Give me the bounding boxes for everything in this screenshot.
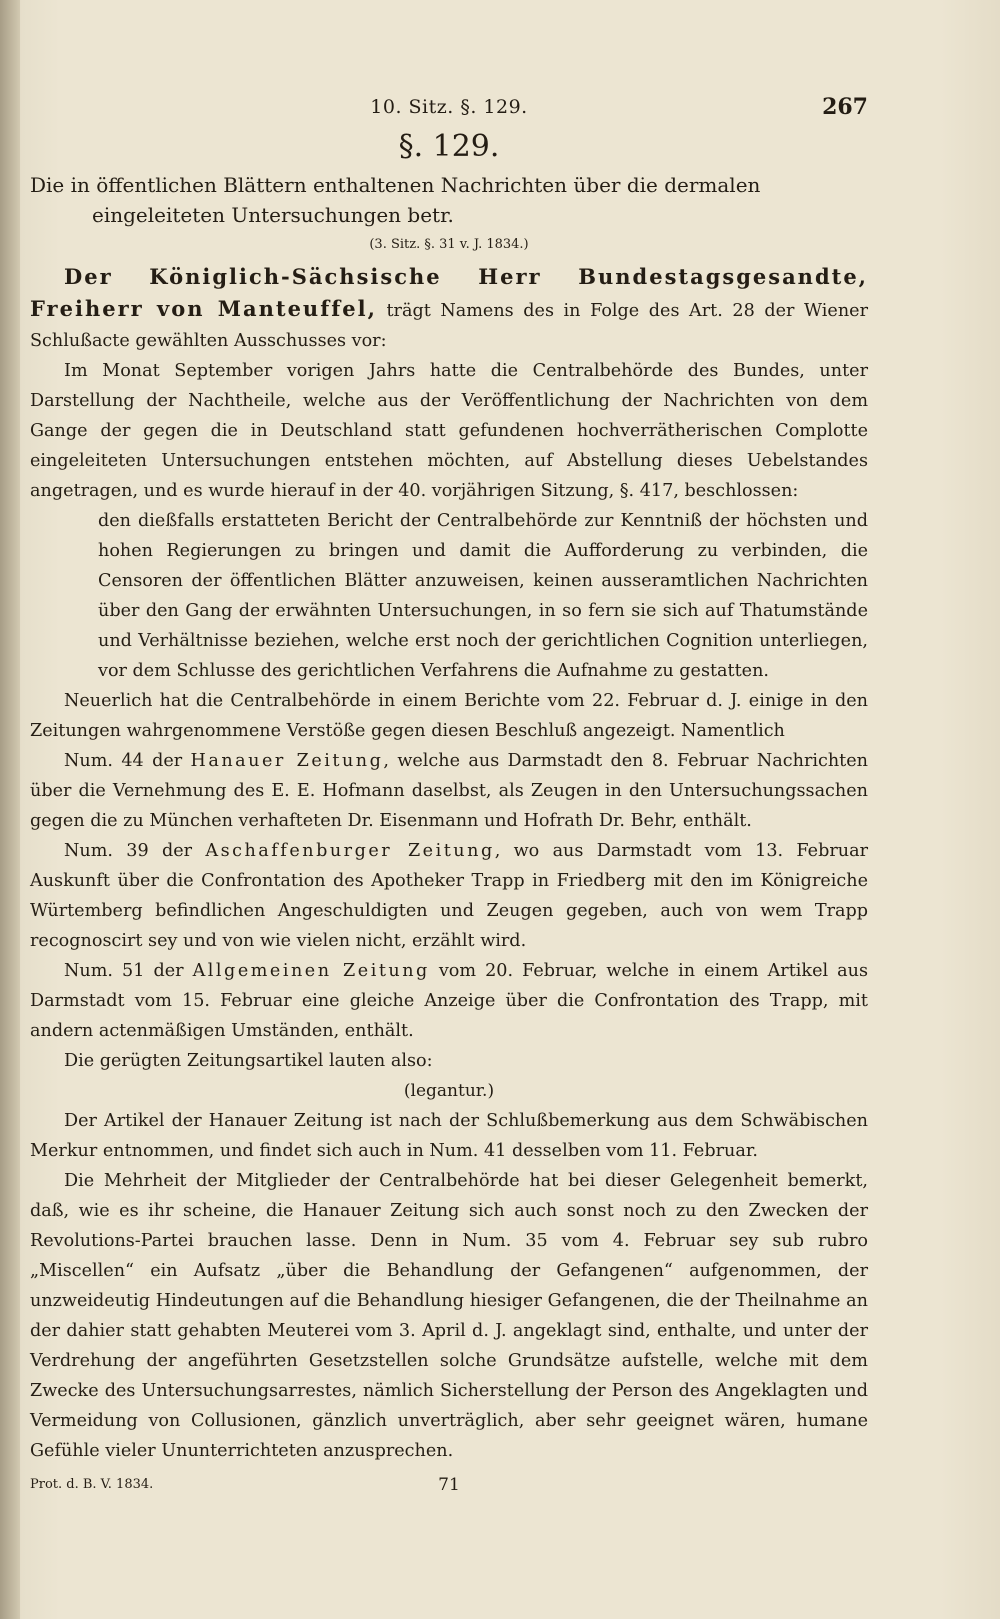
running-head-text: 10. Sitz. §. 129. <box>370 96 528 118</box>
paragraph-6: Die gerügten Zeitungsartikel lauten also: <box>64 1051 433 1071</box>
intro-paragraph <box>30 262 868 356</box>
paragraph-1: Im Monat September vorigen Jahrs hatte die Centralbehörde des Bundes, unter Darstellung der Nachtheile, welche aus der Veröffentlichung der Nachrichten von dem Gange der gegen die in Deutschland statt gefundenen hochverrätherischen Complotte eingeleiteten Untersuchungen entstehen möchten, auf Abstellung dieses Uebelstandes angetragen, und es wurde hierauf in der 40. vorjährigen Sitzung, §. 417, beschlossen: <box>30 361 868 501</box>
newspaper-name: Allgemeinen Zeitung <box>192 961 430 981</box>
section-title: §. 129. <box>398 129 500 164</box>
paragraph-allgemeine <box>30 956 868 1046</box>
paragraph-text: vom 20. Februar, welche in einem Artikel aus Darmstadt vom 15. Februar eine gleiche Anzeige über die Confrontation des Trapp, mit andern actenmäßigen Umständen, enthält. <box>30 961 869 1041</box>
resolution-quote: den dießfalls erstatteten Bericht der Centralbehörde zur Kenntniß der höchsten und hohen Regierungen zu bringen und damit die Aufforderung zu verbinden, die Censoren der öffentlichen Blätter anzuweisen, keinen ausseramtlichen Nachrichten über den Gang der erwähnten Untersuchungen, in so fern sie sich auf Thatumstände und Verhältnisse beziehen, welche erst noch der gerichtlichen Cognition unterliegen, vor dem Schlusse des gerichtlichen Verfahrens die Aufnahme zu gestatten. <box>98 511 868 681</box>
page-number: 267 <box>822 94 868 120</box>
signature-mark: 71 <box>438 1475 460 1495</box>
num-ref: Num. 51 der <box>64 961 193 981</box>
newspaper-name: Hanauer Zeitung <box>190 751 384 771</box>
paragraph-7: Der Artikel der Hanauer Zeitung ist nach der Schlußbemerkung aus dem Schwäbischen Merkur entnommen, und findet sich auch in Num. 41 desselben vom 11. Februar. <box>30 1111 868 1161</box>
legantur-note: (legantur.) <box>403 1081 495 1101</box>
paragraph-8: Die Mehrheit der Mitglieder der Centralbehörde hat bei dieser Gelegenheit bemerkt, daß, wie es ihr scheine, die Hanauer Zeitung sich auch sonst noch zu den Zwecken der Revolutions-Partei brauchen lasse. Denn in Num. 35 vom 4. Februar sey sub rubro „Miscellen“ ein Aufsatz „über die Behandlung der Gefangenen“ aufgenommen, der unzweideutig Hindeutungen auf die Behandlung hiesiger Gefangenen, die der Theilnahme an der dahier statt gehabten Meuterei vom 3. April d. J. angeklagt sind, enthalte, und unter der Verdrehung der angeführten Gesetzstellen solche Grundsätze aufstelle, welche mit dem Zwecke des Untersuchungsarrestes, nämlich Sicherstellung der Person des Angeklagten und Vermeidung von Collusionen, gänzlich unverträglich, aber sehr geeignet wären, humane Gefühle vieler Ununterrichteten anzusprechen. <box>30 1171 868 1461</box>
speaker-name: Der Königlich-Sächsische Herr Bundestagsgesandte, Freiherr von Manteuffel, <box>30 264 868 321</box>
page-content <box>30 92 868 1500</box>
paragraph-2: Neuerlich hat die Centralbehörde in einem Berichte vom 22. Februar d. J. einige in den Zeitungen wahrgenommene Verstöße gegen diesen Beschluß angezeigt. Namentlich <box>30 691 868 741</box>
section-citation: (3. Sitz. §. 31 v. J. 1834.) <box>369 237 529 252</box>
protocol-reference: Prot. d. B. V. 1834. <box>30 1477 154 1492</box>
book-spine-shadow <box>0 0 20 1619</box>
num-ref: Num. 44 der <box>64 751 191 771</box>
paragraph-text: , welche aus Darmstadt den 8. Februar Nachrichten über die Vernehmung des E. E. Hofmann daselbst, als Zeugen in den Untersuchungssachen gegen die zu München verhafteten Dr. Eisenmann und Hofrath Dr. Behr, enthält. <box>30 751 868 831</box>
page-footer <box>30 1470 868 1500</box>
paragraph-text: , wo aus Darmstadt vom 13. Februar Auskunft über die Confrontation des Apotheker Trapp in Friedberg mit den im Königreiche Würtemberg befindlichen Angeschuldigten und Zeugen gegeben, auch von wem Trapp recognoscirt sey und von wie vielen nicht, erzählt wird. <box>30 841 868 951</box>
paragraph-hanauer <box>30 746 868 836</box>
newspaper-name: Aschaffenburger Zeitung <box>205 841 495 861</box>
paragraph-aschaffenburger <box>30 836 868 956</box>
running-header <box>30 92 868 126</box>
num-ref: Num. 39 der <box>64 841 206 861</box>
section-subject: Die in öffentlichen Blättern enthaltenen Nachrichten über die dermalen eingeleiteten Untersuchungen betr. <box>30 173 761 227</box>
intro-text: trägt Namens des in Folge des Art. 28 der Wiener Schlußacte gewählten Ausschusses vor: <box>30 301 868 351</box>
